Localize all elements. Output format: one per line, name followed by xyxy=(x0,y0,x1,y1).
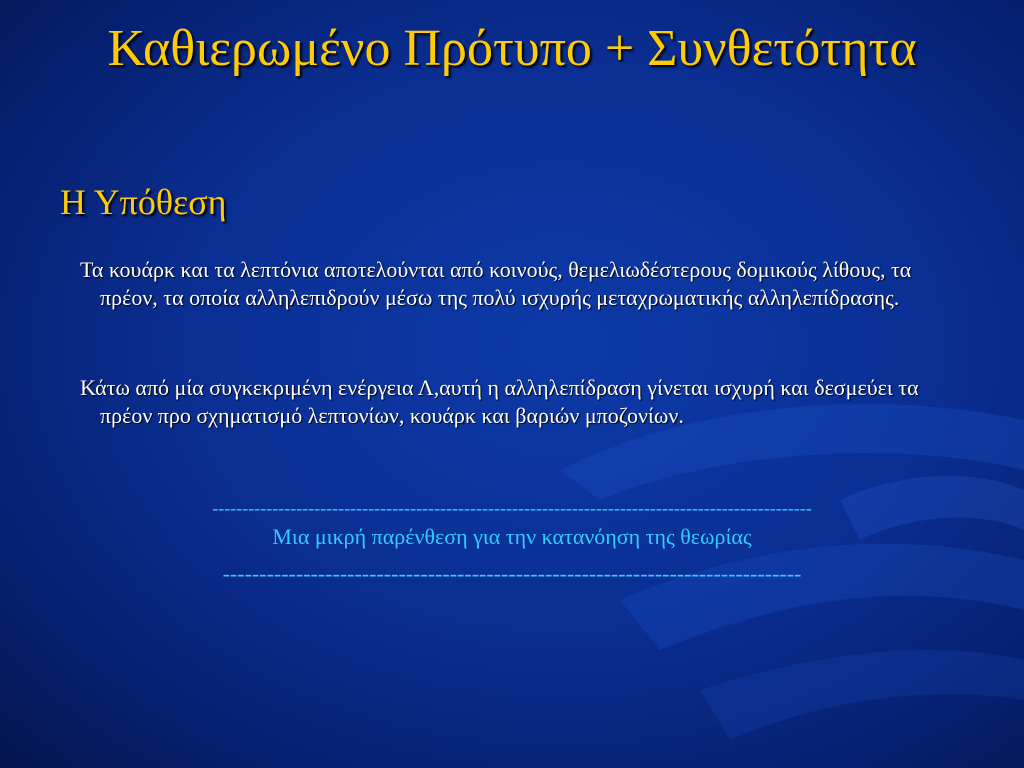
slide-title: Καθιερωμένο Πρότυπο + Συνθετότητα xyxy=(107,20,917,77)
slide-subtitle: Η Υπόθεση xyxy=(60,182,227,222)
paragraph-composite-hypothesis xyxy=(80,256,970,312)
paragraph-text: Κάτω από μία συγκεκριμένη ενέργεια Λ,αυτή η αλληλεπίδραση γίνεται ισχυρή και δεσμεύει τα πρέον προ σχηματισμό λεπτονίων, κουάρκ και βαριών μποζονίων. xyxy=(80,375,919,428)
paragraph-energy-scale xyxy=(80,374,970,430)
divider-top: ---------------------------------------------------------------------------------------------------- xyxy=(212,498,812,518)
aside-note: Μια μικρή παρένθεση για την κατανόηση της θεωρίας xyxy=(272,524,752,549)
divider-bottom: ------------------------------------------------------------------------------- xyxy=(222,561,802,586)
paragraph-text: Τα κουάρκ και τα λεπτόνια αποτελούνται από κοινούς, θεμελιωδέστερους δομικούς λίθους, τα πρέον, τα οποία αλληλεπιδρούν μέσω της πολύ ισχυρής μεταχρωματικής αλληλεπίδρασης. xyxy=(80,257,912,310)
